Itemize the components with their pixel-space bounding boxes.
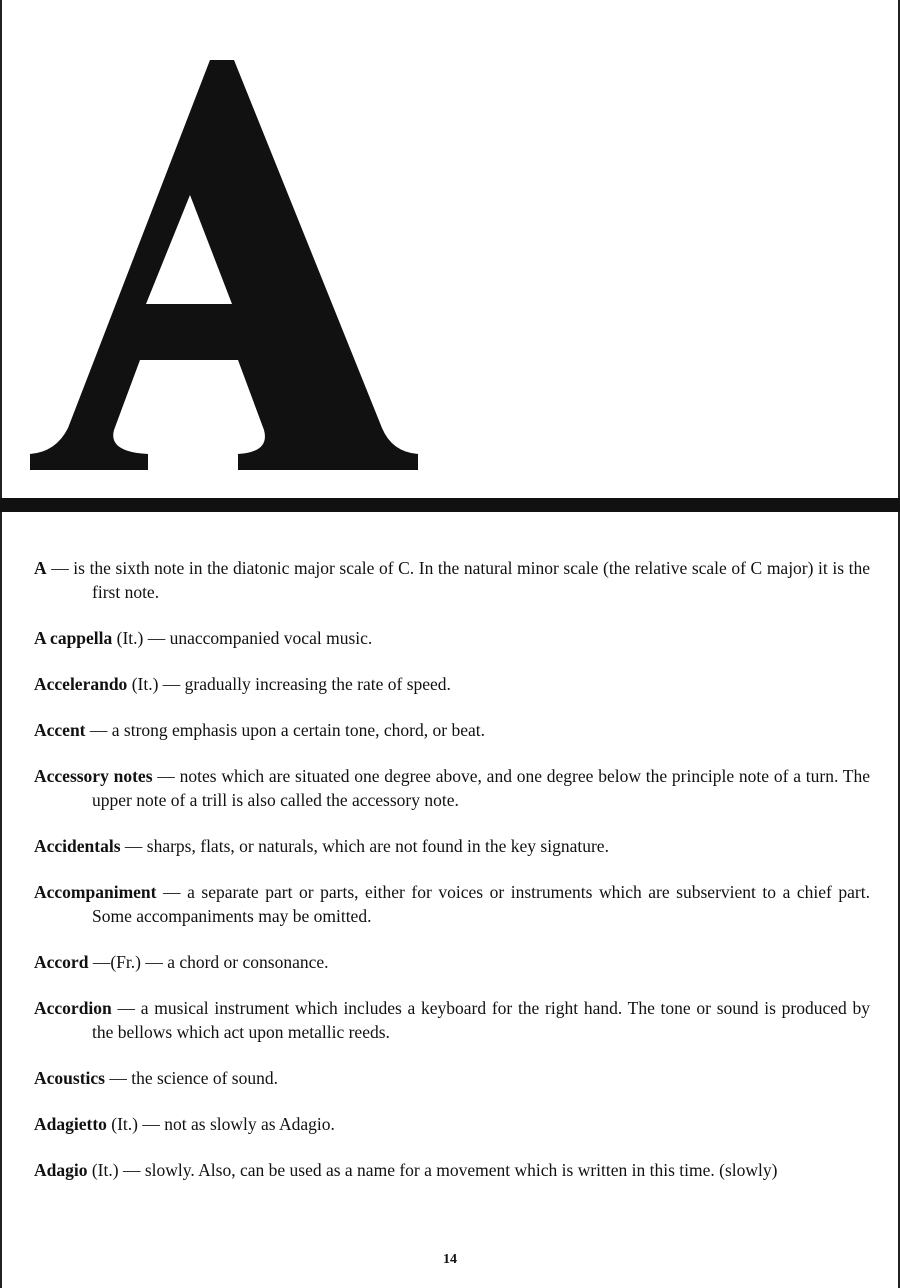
entry-term: Accord <box>34 952 89 972</box>
glossary-entries <box>34 556 870 1204</box>
entry-term: Accent <box>34 720 86 740</box>
entry-definition: (It.) — slowly. Also, can be used as a name for a movement which is written in this time. (slowly) <box>87 1160 778 1180</box>
entry-term: Accessory notes <box>34 766 153 786</box>
entry-definition: (It.) — gradually increasing the rate of speed. <box>127 674 451 694</box>
big-letter-a <box>30 60 420 470</box>
entry-term: Acoustics <box>34 1068 105 1088</box>
page-number: 14 <box>443 1252 457 1267</box>
entry-definition: — a strong emphasis upon a certain tone, chord, or beat. <box>85 720 485 740</box>
entry-adagietto <box>34 1112 870 1136</box>
entry-term: Accidentals <box>34 836 121 856</box>
entry-accompaniment <box>34 880 870 928</box>
entry-definition: — a musical instrument which includes a keyboard for the right hand. The tone or sound is produced by the bellows which act upon metallic reeds. <box>92 998 870 1042</box>
entry-term: Adagietto <box>34 1114 107 1134</box>
entry-term: Accelerando <box>34 674 128 694</box>
entry-definition: — is the sixth note in the diatonic major scale of C. In the natural minor scale (the relative scale of C major) it is the first note. <box>46 558 870 602</box>
entry-definition: —(Fr.) — a chord or consonance. <box>88 952 329 972</box>
entry-accelerando <box>34 672 870 696</box>
entry-term: Accordion <box>34 998 112 1018</box>
entry-acoustics <box>34 1066 870 1090</box>
entry-accidentals <box>34 834 870 858</box>
page-border-left <box>0 0 2 1288</box>
entry-a <box>34 556 870 604</box>
entry-definition: (It.) — unaccompanied vocal music. <box>112 628 373 648</box>
entry-accent <box>34 718 870 742</box>
entry-definition: — notes which are situated one degree above, and one degree below the principle note of a turn. The upper note of a trill is also called the accessory note. <box>92 766 871 810</box>
section-divider-rule <box>0 498 900 512</box>
entry-definition: — the science of sound. <box>104 1068 278 1088</box>
entry-accord <box>34 950 870 974</box>
letter-a-glyph <box>30 60 418 470</box>
entry-term: A <box>34 558 47 578</box>
entry-term: Adagio <box>34 1160 88 1180</box>
entry-term: A cappella <box>34 628 113 648</box>
entry-definition: (It.) — not as slowly as Adagio. <box>106 1114 335 1134</box>
entry-definition: — sharps, flats, or naturals, which are not found in the key signature. <box>120 836 609 856</box>
entry-accordion <box>34 996 870 1044</box>
entry-adagio <box>34 1158 870 1182</box>
entry-definition: — a separate part or parts, either for voices or instruments which are subservient to a chief part. Some accompaniments may be omitted. <box>92 882 870 926</box>
entry-a-cappella <box>34 626 870 650</box>
entry-term: Accompaniment <box>34 882 157 902</box>
entry-accessory-notes <box>34 764 870 812</box>
